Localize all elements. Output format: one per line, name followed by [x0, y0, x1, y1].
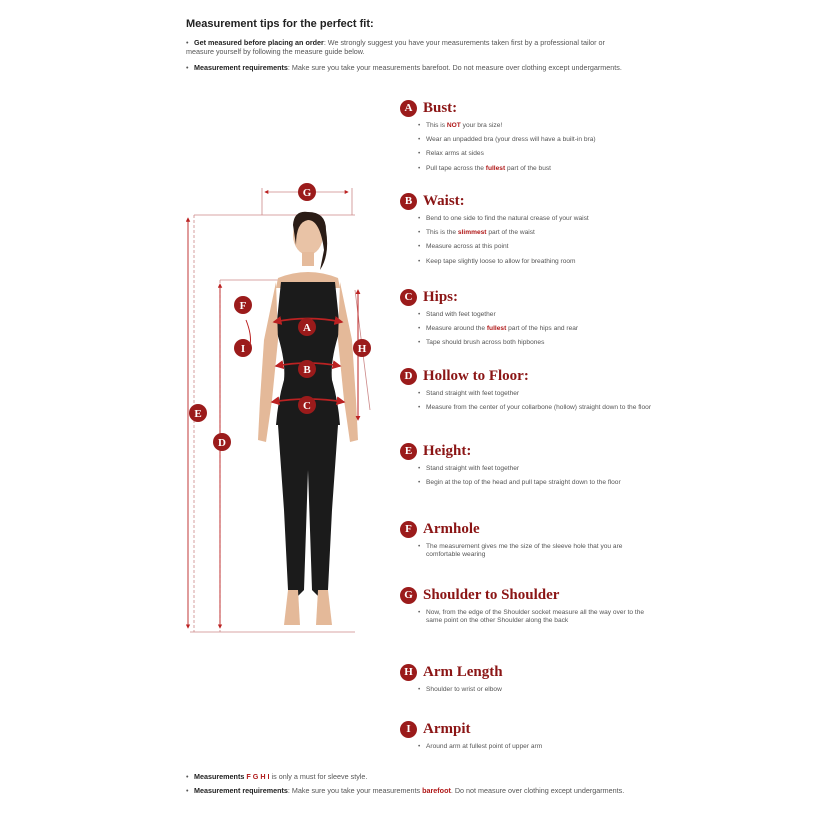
tip-2-label: Measurement requirements: [194, 63, 288, 72]
item-text: Around arm at fullest point of upper arm: [426, 743, 543, 750]
figure-badge-A-text: A: [303, 322, 311, 334]
section-title: Waist:: [423, 192, 465, 209]
list-item: [418, 258, 656, 266]
model-silhouette: [258, 212, 358, 625]
section-header: [400, 98, 660, 118]
figure-badge-G: [298, 183, 316, 201]
figure-badge-G-text: G: [302, 187, 312, 199]
list-item: [418, 311, 656, 319]
figure-badge-I-text: I: [240, 343, 246, 355]
item-text: Bend to one side to find the natural crease of your waist: [426, 215, 589, 222]
item-text: Tape should brush across both hipbones: [426, 339, 545, 347]
section-items: [418, 743, 660, 751]
item-text: Wear an unpadded bra (your dress will have a built-in bra): [426, 136, 596, 144]
figure-badge-E-text: E: [194, 408, 202, 420]
section-h: [400, 662, 660, 700]
section-a: [400, 98, 660, 179]
figure-badge-B: [298, 360, 316, 378]
section-badge: D: [400, 368, 417, 385]
section-i: [400, 719, 660, 757]
item-highlight: fullest: [486, 325, 507, 333]
section-badge: A: [400, 100, 417, 117]
list-item: [418, 390, 656, 398]
list-item: [418, 479, 656, 487]
section-header: [400, 287, 660, 307]
item-highlight: slimmest: [457, 229, 487, 237]
figure-badge-C: [298, 396, 316, 414]
footer-letters: F G H I: [246, 772, 270, 781]
item-highlight: NOT: [446, 122, 461, 129]
section-header: [400, 441, 660, 461]
section-items: [418, 609, 660, 625]
footer-post-2: . Do not measure over clothing except undergarments.: [450, 786, 625, 795]
tip-1-label: Get measured before placing an order: [194, 38, 324, 47]
item-text: Pull tape across the: [426, 164, 486, 172]
item-text: This is: [426, 122, 447, 129]
section-title: Hips:: [423, 288, 459, 305]
item-text: This is the: [426, 229, 458, 237]
section-header: [400, 191, 660, 211]
list-item: [418, 229, 656, 237]
footer-pre-2: : Make sure you take your measurements: [287, 786, 423, 795]
section-header: [400, 519, 660, 539]
body-figure-illustration: [180, 170, 395, 640]
list-item: [418, 243, 656, 251]
section-header: [400, 719, 660, 739]
tip-1-text: : We strongly suggest you have your measurements taken first by a professional tailor or measure yourself by following the measure guide below.: [186, 38, 605, 56]
list-item: [418, 165, 656, 173]
item-text: Measure across at this point: [426, 243, 509, 251]
section-badge: E: [400, 443, 417, 460]
section-title: Armhole: [423, 520, 480, 537]
item-text-after: your bra size!: [460, 122, 503, 129]
item-text: Keep tape slightly loose to allow for breathing room: [426, 257, 576, 265]
section-badge: F: [400, 521, 417, 538]
page-title: Measurement tips for the perfect fit:: [186, 18, 374, 30]
section-header: [400, 585, 660, 605]
figure-badge-I: [234, 339, 252, 357]
list-item: [418, 150, 656, 158]
item-text: Stand with feet together: [426, 311, 496, 318]
list-item: [418, 136, 656, 144]
list-item: [418, 686, 656, 694]
figure-badge-E: [189, 404, 207, 422]
item-text: The measurement gives me the size of the sleeve hole that you are comfortable wearing: [426, 543, 623, 559]
figure-badge-F: [234, 296, 252, 314]
item-highlight: fullest: [485, 164, 506, 172]
section-f: [400, 519, 660, 565]
figure-badge-A: [298, 318, 316, 336]
section-title: Shoulder to Shoulder: [423, 586, 560, 603]
footer-note-1: • Measurements F G H I is only a must for sleeve style.: [186, 772, 368, 781]
section-c: [400, 287, 660, 354]
section-items: [418, 686, 660, 694]
figure-badge-C-text: C: [303, 400, 311, 412]
list-item: [418, 465, 656, 473]
list-item: [418, 215, 656, 223]
list-item: [418, 339, 656, 347]
figure-badge-F-text: F: [239, 300, 247, 312]
section-items: [418, 543, 660, 559]
footer-label-2: Measurement requirements: [194, 786, 288, 795]
list-item: [418, 404, 656, 412]
section-b: [400, 191, 660, 272]
tip-2: • Measurement requirements: Make sure you take your measurements barefoot. Do not measure over clothing except undergarments.: [186, 63, 622, 72]
section-title: Bust:: [423, 99, 458, 116]
item-text: Measure around the: [426, 325, 487, 333]
section-items: [418, 122, 660, 173]
item-text-after: part of the bust: [505, 164, 551, 172]
item-text: Shoulder to wrist or elbow: [426, 686, 502, 693]
section-e: [400, 441, 660, 493]
item-text: Now, from the edge of the Shoulder socket measure all the way over to the same point on the other Shoulder along the back: [426, 609, 645, 625]
section-items: [418, 390, 660, 412]
item-text-after: part of the waist: [486, 229, 535, 237]
figure-badge-H-text: H: [357, 343, 367, 355]
section-badge: C: [400, 289, 417, 306]
item-text-after: part of the hips and rear: [506, 325, 579, 333]
item-text: Relax arms at sides: [426, 150, 484, 158]
item-text: Stand straight with feet together: [426, 390, 520, 397]
footer-label-1: Measurements: [194, 772, 245, 781]
list-item: [418, 609, 656, 625]
figure-badge-B-text: B: [303, 364, 311, 376]
figure-badge-D: [213, 433, 231, 451]
section-badge: G: [400, 587, 417, 604]
section-title: Armpit: [423, 720, 471, 737]
figure-badge-H: [353, 339, 371, 357]
section-badge: H: [400, 664, 417, 681]
section-items: [418, 465, 660, 487]
section-title: Arm Length: [423, 663, 503, 680]
tip-1: • Get measured before placing an order: We strongly suggest you have your measurements taken first by a professional tailor or measure yourself by following the measure guide below.: [186, 38, 605, 56]
footer-note-2: • Measurement requirements: Make sure you take your measurements barefoot. Do not measure over clothing except undergarments.: [186, 786, 625, 795]
section-header: [400, 366, 660, 386]
list-item: [418, 543, 656, 559]
list-item: [418, 122, 656, 130]
section-badge: I: [400, 721, 417, 738]
list-item: [418, 325, 656, 333]
item-text: Begin at the top of the head and pull tape straight down to the floor: [426, 479, 621, 487]
section-d: [400, 366, 660, 418]
section-g: [400, 585, 660, 631]
footer-hl-2: barefoot: [422, 786, 451, 795]
list-item: [418, 743, 656, 751]
section-header: [400, 662, 660, 682]
item-text: Stand straight with feet together: [426, 465, 520, 472]
item-text: Measure from the center of your collarbone (hollow) straight down to the floor: [426, 404, 652, 412]
footer-text-1: is only a must for sleeve style.: [271, 772, 368, 781]
figure-badge-D-text: D: [218, 437, 226, 449]
section-title: Height:: [423, 442, 472, 459]
section-items: [418, 215, 660, 266]
section-badge: B: [400, 193, 417, 210]
section-title: Hollow to Floor:: [423, 367, 529, 384]
tip-2-text: : Make sure you take your measurements barefoot. Do not measure over clothing except undergarments.: [287, 63, 622, 72]
section-items: [418, 311, 660, 348]
